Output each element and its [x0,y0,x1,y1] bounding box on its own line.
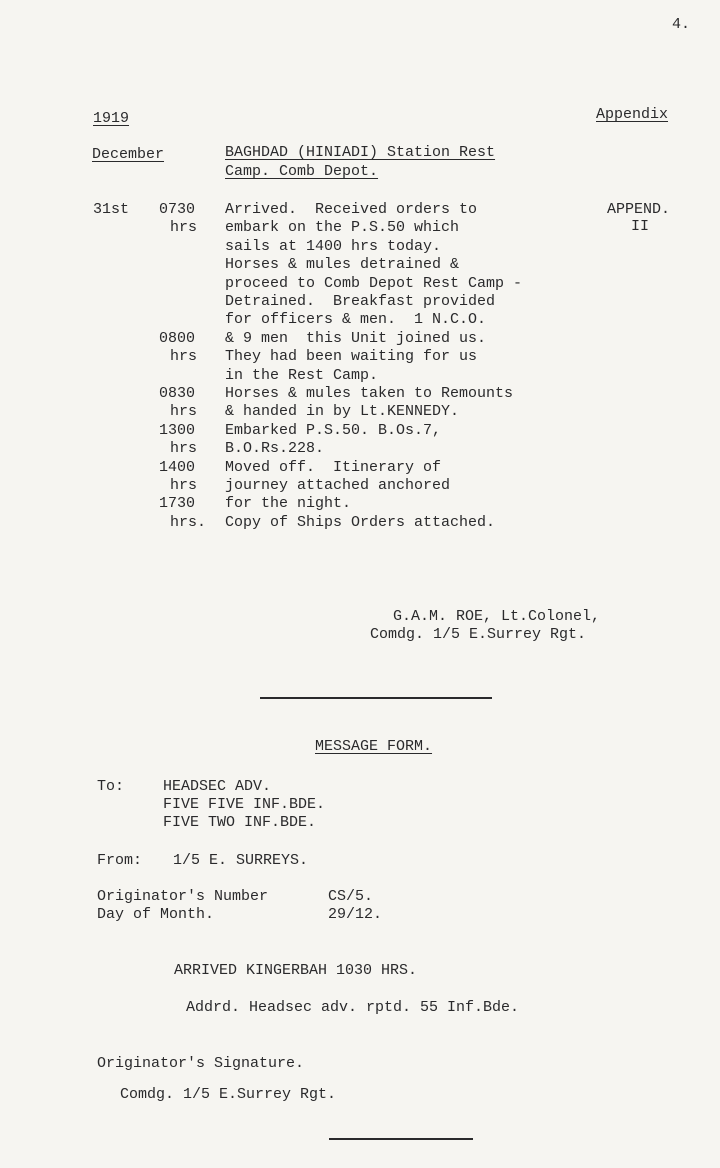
year-heading: 1919 [93,110,130,127]
to-line-3: FIVE TWO INF.BDE. [163,814,317,831]
signature-name: G.A.M. ROE, Lt.Colonel, [393,608,601,625]
diary-time: 1300 [159,421,196,439]
diary-text: embark on the P.S.50 which [225,219,460,237]
divider-rule [260,697,492,699]
diary-text: Arrived. Received orders to [225,201,478,218]
diary-text: They had been waiting for us [225,348,478,366]
diary-text: journey attached anchored [225,477,451,494]
to-line-1: HEADSEC ADV. [163,778,272,795]
message-body: ARRIVED KINGERBAH 1030 HRS. [174,962,418,979]
diary-text: for officers & men. 1 N.C.O. [225,311,487,329]
diary-text: & handed in by Lt.KENNEDY. [225,403,460,421]
diary-text: proceed to Comb Depot Rest Camp - [225,274,523,292]
diary-time: 0730 [159,201,196,218]
diary-time: 0830 [159,385,196,402]
message-form-title: MESSAGE FORM. [315,738,433,755]
diary-time: 1400 [159,458,196,476]
message-addressing: Addrd. Headsec adv. rptd. 55 Inf.Bde. [186,999,520,1016]
place-heading-line1: BAGHDAD (HINIADI) Station Rest [225,144,496,161]
appendix-ref-line1: APPEND. [607,201,671,218]
from-value: 1/5 E. SURREYS. [173,852,309,869]
from-label: From: [97,852,143,869]
message-signature: Comdg. 1/5 E.Surrey Rgt. [120,1086,337,1103]
place-heading-line2: Camp. Comb Depot. [225,163,379,180]
diary-text: Embarked P.S.50. B.Os.7, [225,421,442,439]
diary-text: B.O.Rs.228. [225,440,325,458]
appendix-heading: Appendix [596,106,669,123]
appendix-ref-line2: II [631,218,650,235]
diary-text: & 9 men this Unit joined us. [225,329,487,347]
day-of-month-value: 29/12. [328,906,383,923]
diary-text: sails at 1400 hrs today. [225,237,442,255]
diary-text: Moved off. Itinerary of [225,458,442,476]
diary-time: hrs [170,440,198,458]
diary-time: 0800 [159,329,196,347]
diary-text: Horses & mules taken to Remounts [225,385,514,402]
diary-time: 1730 [159,495,196,513]
page-number: 4. [672,16,691,33]
diary-text: Copy of Ships Orders attached. [225,513,496,531]
signature-command: Comdg. 1/5 E.Surrey Rgt. [370,626,587,643]
bottom-rule [329,1138,473,1140]
to-line-2: FIVE FIVE INF.BDE. [163,796,326,813]
day-of-month-label: Day of Month. [97,906,215,923]
to-label: To: [97,778,125,795]
diary-text: in the Rest Camp. [225,366,379,384]
diary-time: hrs. [170,513,207,531]
month-heading: December [92,146,165,163]
diary-time: hrs [170,219,198,237]
diary-time: hrs [170,477,198,494]
originator-number-value: CS/5. [328,888,374,905]
diary-text: Detrained. Breakfast provided [225,293,496,310]
diary-day: 31st [93,201,130,218]
diary-text: Horses & mules detrained & [225,256,460,274]
originator-number-label: Originator's Number [97,888,269,905]
originator-signature-label: Originator's Signature. [97,1055,305,1072]
diary-text: for the night. [225,495,352,513]
diary-time: hrs [170,403,198,421]
diary-time: hrs [170,348,198,366]
